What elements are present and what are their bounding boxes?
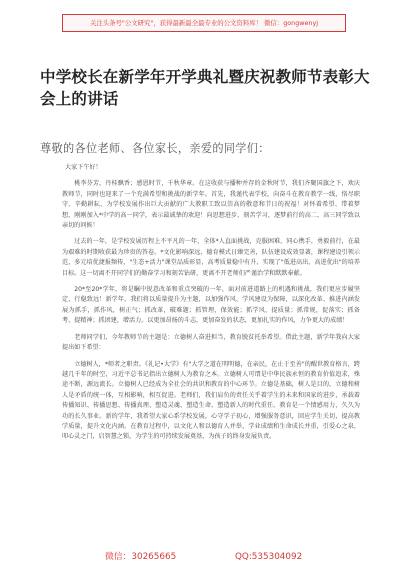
paragraph-4: 老师同学们，今年教师节的主题是：立德树人奋进担当，教育脱贫托举希望。借此主题，新学年我向大家提出如下希望： <box>62 333 360 352</box>
salutation: 大家下午好！ <box>65 164 102 171</box>
footer-qq: QQ:535304092 <box>235 552 303 562</box>
page-title: 中学校长在新学年开学典礼暨庆祝教师节表彰大会上的讲话 <box>40 68 370 108</box>
paragraph-5: 立德树人，*师者之职责。《礼记•大学》有"大学之道在明明德，在亲民，在止于至善"的醒世教育格言，跨越几千年的时空，习近平总书记指出立德树人为教育之本。立德树人可谓是中华民族永恒的教育价值追求，殊途不断，源远流长。立德树人已经成为全社会的共识和教育的中心环节。立德是基础，树人是目的，立德和树人是矛盾的统一体，互相影响，相互促进。老师们，我们肩负的责任关乎着学生的未来和国家的进步，承载着传播知识、传播思想、传播真理、塑造灵魂、塑造生命、塑造新人的时代重任。教育是一个情感用力，久久为功的长久事业。新的学年，我希望大家心系学校发展，心守学子初心，增强服务意识，回应学生关切，提高教学质量，提升文化内涵。在教育过程中，以文化人和以德育人并举，学业成绩和生命成长并重，引爱心之泉，叩心灵之门，启智慧之锁，为学生的可持续发展奠基，为孩子的终身发展负责。 <box>62 360 360 441</box>
speech-body <box>62 163 360 449</box>
paragraph-3: 20*至20*学年，将是瞩中锐意改革和重点突破的一年，面对前进道路上的机遇和挑战，我们更应步履坚定，行稳致远！新学年，我们将以质量提升为主题，以加强作风、学风建设为保障，以深化改革、推进内涵发展为抓手，抓作风，树正气；抓改革，破难题；抓管理，保效能；抓学风，提质量；抓常规，促落实；抓备考，提精神；抓团建，增活力。以更加昂扬的斗志，更加奋发的状态，更加扎实的作风，力争更大的成绩！ <box>62 286 360 325</box>
footer-contact <box>0 547 408 567</box>
greeting: 尊敬的各位老师、各位家长，亲爱的同学们： <box>40 142 270 155</box>
paragraph-2: 过去的一年，是学校发展历程上不平凡的一年，全体*人直面挑战，克服困难，同心携手，勇毅前行，在最为艰难的时期收获最为珍贵的答卷。*文化影响深远，德育模式日臻完善，队伍建设成效显著，课程建设引领示范，多元培优捷报频传，"生态+活力"课堂品质彰显，高考质量稳中有升，实现了"低进高出、高进优出"的培养目标。这一切离不开同学们的勤奋学习和刻苦钻研，更离不开老师们严谨治学和默默奉献。 <box>62 238 360 277</box>
footer-wechat: 微信：30265665 <box>105 552 177 562</box>
paragraph-1: 桃李芬芳，丹桂飘香；感恩时节，千秋华章。在这收获与播种并存的金秋时节，我们齐聚国旗之下，欢庆教师节，同时也迎来了一个充满希望和挑战的新学年。首先，我谨代表学校，向奋斗在教育教学一线，恪尽职守、辛勤耕耘，为学校发展作出巨大贡献的广大教职工致以崇高的敬意和节日的祝福！对怀着希望、带着梦想，刚刚加入*中学的高一同学，表示最诚挚的欢迎！向思想进步、刻苦学习，逐梦前行的高二、高三同学致以亲切的问候！ <box>62 180 360 230</box>
promo-banner: 关注头条号"公文研究"，获得最新最全最专业的公文资料库！ 微信：gongwenyj <box>62 14 346 32</box>
